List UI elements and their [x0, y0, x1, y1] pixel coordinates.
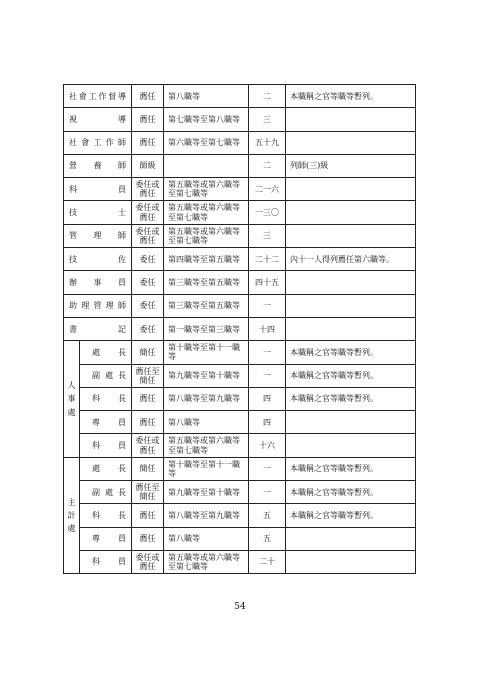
- position-title: 社會工作督導: [64, 85, 132, 108]
- table-row: [64, 387, 416, 410]
- remark: [286, 178, 416, 201]
- position-title: 處 長: [80, 457, 132, 480]
- headcount: 二一六: [249, 178, 286, 201]
- table-row: [64, 294, 416, 317]
- table-row: [64, 201, 416, 224]
- rank-range: 第五職等或第六職等至第七職等: [164, 434, 249, 457]
- remark: 本職稱之官等職等暫列。: [286, 481, 416, 504]
- headcount: 一三〇: [249, 201, 286, 224]
- appointment-level: 委任或薦任: [132, 224, 164, 247]
- appointment-level: 薦任: [132, 85, 164, 108]
- appointment-level: 委任: [132, 248, 164, 271]
- headcount: 四十五: [249, 271, 286, 294]
- rank-range: 第五職等或第六職等至第七職等: [164, 201, 249, 224]
- headcount: 十六: [249, 434, 286, 457]
- position-title: 營 養 師: [64, 154, 132, 177]
- dept-char: 計: [67, 510, 76, 520]
- rank-range: 第八職等: [164, 527, 249, 550]
- position-title: 科 員: [80, 434, 132, 457]
- table-row: [64, 178, 416, 201]
- position-title: 科 員: [64, 178, 132, 201]
- staff-table: [63, 84, 416, 574]
- headcount: 五十九: [249, 131, 286, 154]
- remark: [286, 434, 416, 457]
- table-row: [64, 131, 416, 154]
- dept-char: 處: [67, 524, 76, 534]
- rank-range: 第五職等或第六職等至第七職等: [164, 178, 249, 201]
- appointment-level: 薦任: [132, 108, 164, 131]
- appointment-level: 薦任: [132, 527, 164, 550]
- appointment-level: 簡任: [132, 341, 164, 364]
- table-row: [64, 271, 416, 294]
- position-title: 社會工作師: [64, 131, 132, 154]
- headcount: 二十: [249, 550, 286, 573]
- remark: 本職稱之官等職等暫列。: [286, 341, 416, 364]
- appointment-level: 委任: [132, 317, 164, 340]
- table-row: [64, 154, 416, 177]
- position-title: 科 長: [80, 504, 132, 527]
- position-title: 副 處 長: [80, 481, 132, 504]
- appointment-level: 薦任: [132, 387, 164, 410]
- rank-range: 第十職等至第十一職等: [164, 457, 249, 480]
- rank-range: 第八職等: [164, 85, 249, 108]
- headcount: 一: [249, 364, 286, 387]
- position-title: 科 長: [80, 387, 132, 410]
- position-title: 科 員: [80, 550, 132, 573]
- personnel-dept-label: [64, 341, 80, 457]
- table-row: [64, 108, 416, 131]
- rank-range: 第五職等或第六職等至第七職等: [164, 224, 249, 247]
- headcount: 十四: [249, 317, 286, 340]
- rank-range: [164, 154, 249, 177]
- table-row: [64, 457, 416, 480]
- table-row: [64, 411, 416, 434]
- position-title: 專 員: [80, 411, 132, 434]
- remark: 內十一人得列薦任第六職等。: [286, 248, 416, 271]
- remark: 本職稱之官等職等暫列。: [286, 457, 416, 480]
- appointment-level: 薦任: [132, 131, 164, 154]
- position-title: 處 長: [80, 341, 132, 364]
- staff-table-body: [64, 85, 416, 574]
- table-row: [64, 341, 416, 364]
- dept-char: 處: [67, 407, 76, 417]
- dept-char: 人: [67, 381, 76, 391]
- page-number: 54: [234, 602, 246, 612]
- rank-range: 第一職等至第三職等: [164, 317, 249, 340]
- table-row: [64, 317, 416, 340]
- dept-char: 事: [67, 394, 76, 404]
- appointment-level: 委任: [132, 294, 164, 317]
- remark: [286, 550, 416, 573]
- appointment-level: 委任: [132, 271, 164, 294]
- rank-range: 第八職等至第九職等: [164, 504, 249, 527]
- remark: 本職稱之官等職等暫列。: [286, 387, 416, 410]
- position-title: 助理管理師: [64, 294, 132, 317]
- rank-range: 第六職等至第七職等: [164, 131, 249, 154]
- dept-char: 主: [67, 497, 76, 507]
- table-row: [64, 504, 416, 527]
- position-title: 書 記: [64, 317, 132, 340]
- remark: [286, 271, 416, 294]
- rank-range: 第七職等至第八職等: [164, 108, 249, 131]
- appointment-level: 委任或薦任: [132, 201, 164, 224]
- headcount: 三: [249, 224, 286, 247]
- appointment-level: 薦任至簡任: [132, 364, 164, 387]
- rank-range: 第九職等至第十職等: [164, 481, 249, 504]
- position-title: 專 員: [80, 527, 132, 550]
- rank-range: 第九職等至第十職等: [164, 364, 249, 387]
- rank-range: 第八職等: [164, 411, 249, 434]
- appointment-level: 委任或薦任: [132, 434, 164, 457]
- remark: 本職稱之官等職等暫列。: [286, 85, 416, 108]
- position-title: 辦 事 員: [64, 271, 132, 294]
- position-title: 技 佐: [64, 248, 132, 271]
- headcount: 二: [249, 154, 286, 177]
- table-row: [64, 364, 416, 387]
- appointment-level: 薦任: [132, 504, 164, 527]
- appointment-level: 委任或薦任: [132, 178, 164, 201]
- remark: [286, 201, 416, 224]
- rank-range: 第八職等至第九職等: [164, 387, 249, 410]
- rank-range: 第三職等至第五職等: [164, 271, 249, 294]
- rank-range: 第十職等至第十一職等: [164, 341, 249, 364]
- remark: 本職稱之官等職等暫列。: [286, 504, 416, 527]
- headcount: 五: [249, 504, 286, 527]
- headcount: 二十二: [249, 248, 286, 271]
- headcount: 一: [249, 481, 286, 504]
- appointment-level: 委任或薦任: [132, 550, 164, 573]
- remark: [286, 411, 416, 434]
- rank-range: 第三職等至第五職等: [164, 294, 249, 317]
- table-row: [64, 550, 416, 573]
- remark: 列師(三)級: [286, 154, 416, 177]
- appointment-level: 薦任: [132, 411, 164, 434]
- remark: [286, 131, 416, 154]
- headcount: 一: [249, 457, 286, 480]
- remark: [286, 317, 416, 340]
- position-title: 視 導: [64, 108, 132, 131]
- headcount: 二: [249, 85, 286, 108]
- table-row: [64, 248, 416, 271]
- remark: [286, 224, 416, 247]
- remark: [286, 294, 416, 317]
- position-title: 管 理 師: [64, 224, 132, 247]
- remark: 本職稱之官等職等暫列。: [286, 364, 416, 387]
- appointment-level: 薦任至簡任: [132, 481, 164, 504]
- remark: [286, 527, 416, 550]
- table-row: [64, 434, 416, 457]
- headcount: 一: [249, 341, 286, 364]
- table-row: [64, 527, 416, 550]
- table-row: [64, 224, 416, 247]
- position-title: 副 處 長: [80, 364, 132, 387]
- remark: [286, 108, 416, 131]
- accounting-dept-label: [64, 457, 80, 573]
- headcount: 四: [249, 411, 286, 434]
- table-row: [64, 85, 416, 108]
- position-title: 技 士: [64, 201, 132, 224]
- rank-range: 第四職等至第五職等: [164, 248, 249, 271]
- headcount: 三: [249, 108, 286, 131]
- rank-range: 第五職等或第六職等至第七職等: [164, 550, 249, 573]
- headcount: 一: [249, 294, 286, 317]
- headcount: 四: [249, 387, 286, 410]
- appointment-level: 師級: [132, 154, 164, 177]
- appointment-level: 簡任: [132, 457, 164, 480]
- table-row: [64, 481, 416, 504]
- headcount: 五: [249, 527, 286, 550]
